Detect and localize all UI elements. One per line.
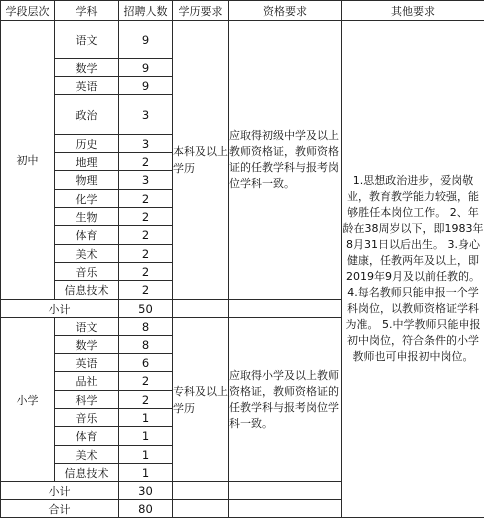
subject-cell: 数学 (55, 59, 119, 77)
header-count: 招聘人数 (119, 1, 173, 21)
header-row (1, 1, 484, 21)
empty-cell (229, 482, 342, 500)
count-cell: 2 (119, 190, 173, 208)
header-qualification: 资格要求 (229, 1, 342, 21)
subject-cell: 语文 (55, 21, 119, 59)
subtotal-value: 50 (119, 300, 173, 318)
total-label: 合计 (1, 500, 119, 518)
subject-cell: 音乐 (55, 263, 119, 281)
count-cell: 1 (119, 409, 173, 427)
count-cell: 9 (119, 59, 173, 77)
level-junior: 初中 (1, 21, 55, 300)
count-cell: 3 (119, 95, 173, 135)
subject-cell: 体育 (55, 226, 119, 245)
count-cell: 6 (119, 354, 173, 372)
qualification-primary: 应取得小学及以上教师资格证，教师资格证的任教学科与报考岗位学科一致。 (229, 318, 342, 482)
empty-cell (173, 300, 229, 318)
empty-cell (173, 482, 229, 500)
subject-cell: 音乐 (55, 409, 119, 427)
count-cell: 2 (119, 153, 173, 171)
header-level: 学段层次 (1, 1, 55, 21)
count-cell: 8 (119, 318, 173, 336)
subject-cell: 地理 (55, 153, 119, 171)
subject-cell: 生物 (55, 208, 119, 226)
subject-cell: 语文 (55, 318, 119, 336)
subtotal-label: 小计 (1, 482, 119, 500)
subject-cell: 科学 (55, 391, 119, 409)
subject-cell: 化学 (55, 190, 119, 208)
education-junior: 本科及以上学历 (173, 21, 229, 300)
count-cell: 9 (119, 77, 173, 95)
education-primary: 专科及以上学历 (173, 318, 229, 482)
subject-cell: 美术 (55, 245, 119, 263)
count-cell: 2 (119, 263, 173, 281)
header-subject: 学科 (55, 1, 119, 21)
count-cell: 2 (119, 208, 173, 226)
subject-cell: 英语 (55, 354, 119, 372)
subject-cell: 信息技术 (55, 281, 119, 300)
subject-cell: 体育 (55, 427, 119, 446)
count-cell: 2 (119, 281, 173, 300)
table-row (1, 21, 484, 59)
count-cell: 1 (119, 427, 173, 446)
empty-cell (173, 500, 229, 518)
level-primary: 小学 (1, 318, 55, 482)
total-value: 80 (119, 500, 173, 518)
qualification-junior: 应取得初级中学及以上教师资格证，教师资格证的任教学科与报考岗位学科一致。 (229, 21, 342, 300)
count-cell: 2 (119, 245, 173, 263)
subject-cell: 信息技术 (55, 464, 119, 482)
count-cell: 1 (119, 464, 173, 482)
subtotal-value: 30 (119, 482, 173, 500)
subject-cell: 数学 (55, 336, 119, 354)
count-cell: 9 (119, 21, 173, 59)
subject-cell: 美术 (55, 446, 119, 464)
count-cell: 2 (119, 372, 173, 391)
subtotal-label: 小计 (1, 300, 119, 318)
empty-cell (229, 300, 342, 318)
count-cell: 3 (119, 135, 173, 153)
count-cell: 2 (119, 391, 173, 409)
subject-cell: 政治 (55, 95, 119, 135)
subject-cell: 品社 (55, 372, 119, 391)
subject-cell: 历史 (55, 135, 119, 153)
count-cell: 2 (119, 226, 173, 245)
header-other: 其他要求 (342, 1, 484, 21)
empty-cell (229, 500, 342, 518)
count-cell: 8 (119, 336, 173, 354)
other-requirements: 1.思想政治进步，爱岗敬业，教育教学能力较强，能够胜任本岗位工作。 2、年龄在38周岁以下，即1983年8月31日以后出生。 3.身心健康，任教两年及以上，即2019年9月及以前任教的。 4.每名教师只能申报一个学科岗位，以教师资格证学科为准。 5.中学教师只能申报初中岗位，符合条件的小学教师也可申报初中岗位。 (342, 21, 484, 518)
count-cell: 3 (119, 171, 173, 190)
subject-cell: 物理 (55, 171, 119, 190)
subject-cell: 英语 (55, 77, 119, 95)
header-education: 学历要求 (173, 1, 229, 21)
count-cell: 1 (119, 446, 173, 464)
